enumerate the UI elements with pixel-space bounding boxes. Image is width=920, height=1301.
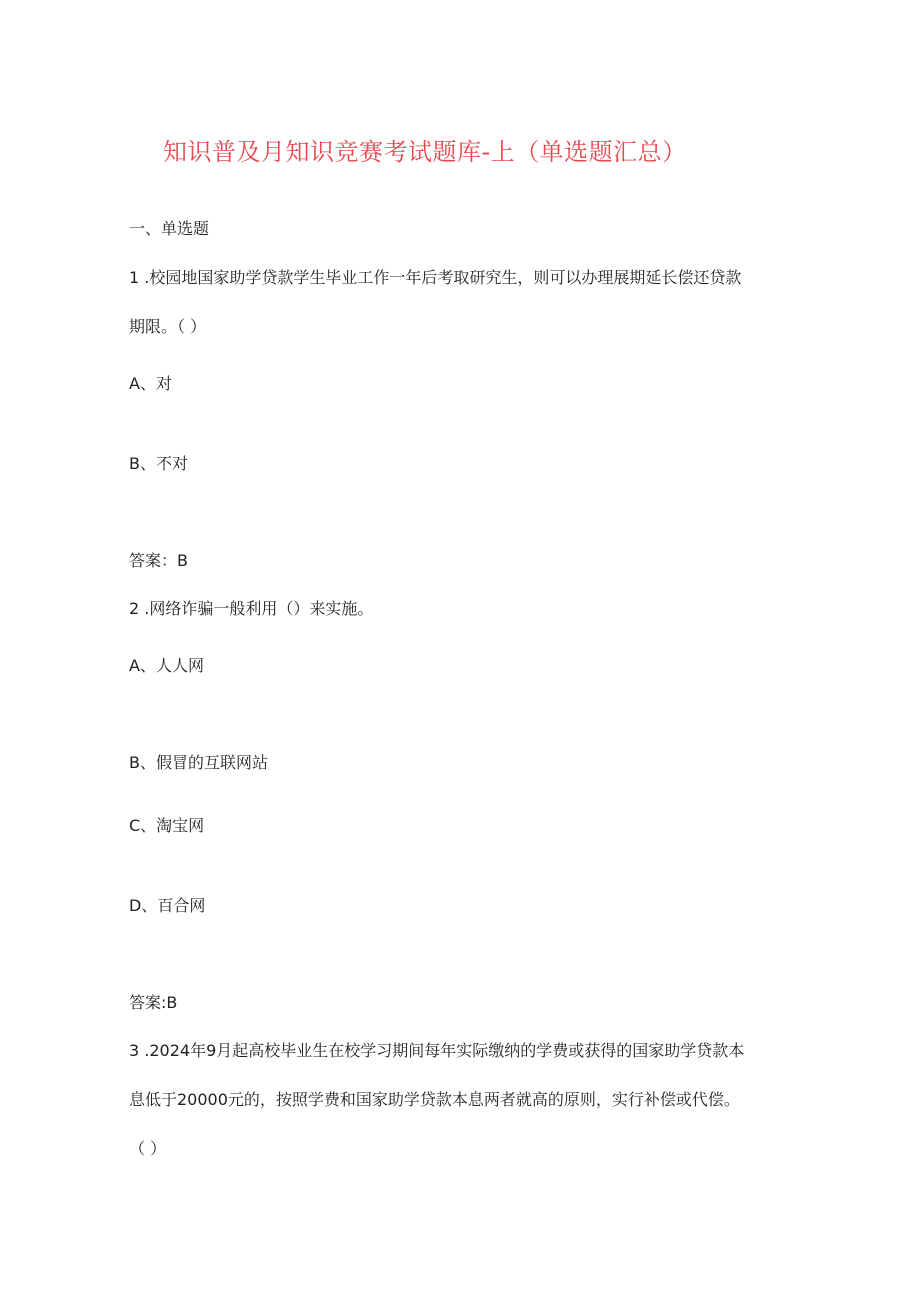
question-2-option-c: C、淘宝网	[129, 816, 205, 835]
question-3-stem-line-1: 3 .2024年9月起高校毕业生在校学习期间每年实际缴纳的学费或获得的国家助学贷款本	[129, 1041, 745, 1060]
question-3-stem-line-3: （ ）	[129, 1139, 167, 1158]
question-1-answer: 答案：B	[129, 551, 188, 570]
question-2-answer: 答案:B	[129, 993, 178, 1012]
section-heading: 一、单选题	[129, 219, 210, 238]
question-2-option-a: A、人人网	[129, 656, 204, 675]
question-1-stem-line-1: 1 .校园地国家助学贷款学生毕业工作一年后考取研究生，则可以办理展期延长偿还贷款	[129, 268, 742, 287]
question-3-stem-line-2: 息低于20000元的，按照学费和国家助学贷款本息两者就高的原则，实行补偿或代偿。	[129, 1090, 740, 1109]
question-2-option-b: B、假冒的互联网站	[129, 753, 268, 772]
document-title: 知识普及月知识竞赛考试题库-上（单选题汇总）	[163, 138, 687, 166]
question-1-option-b: B、不对	[129, 454, 188, 473]
question-1-option-a: A、对	[129, 374, 172, 393]
question-2-option-d: D、百合网	[129, 896, 206, 915]
question-1-stem-line-2: 期限。（ ）	[129, 317, 207, 336]
question-2-stem-line-1: 2 .网络诈骗一般利用（）来实施。	[129, 599, 374, 618]
